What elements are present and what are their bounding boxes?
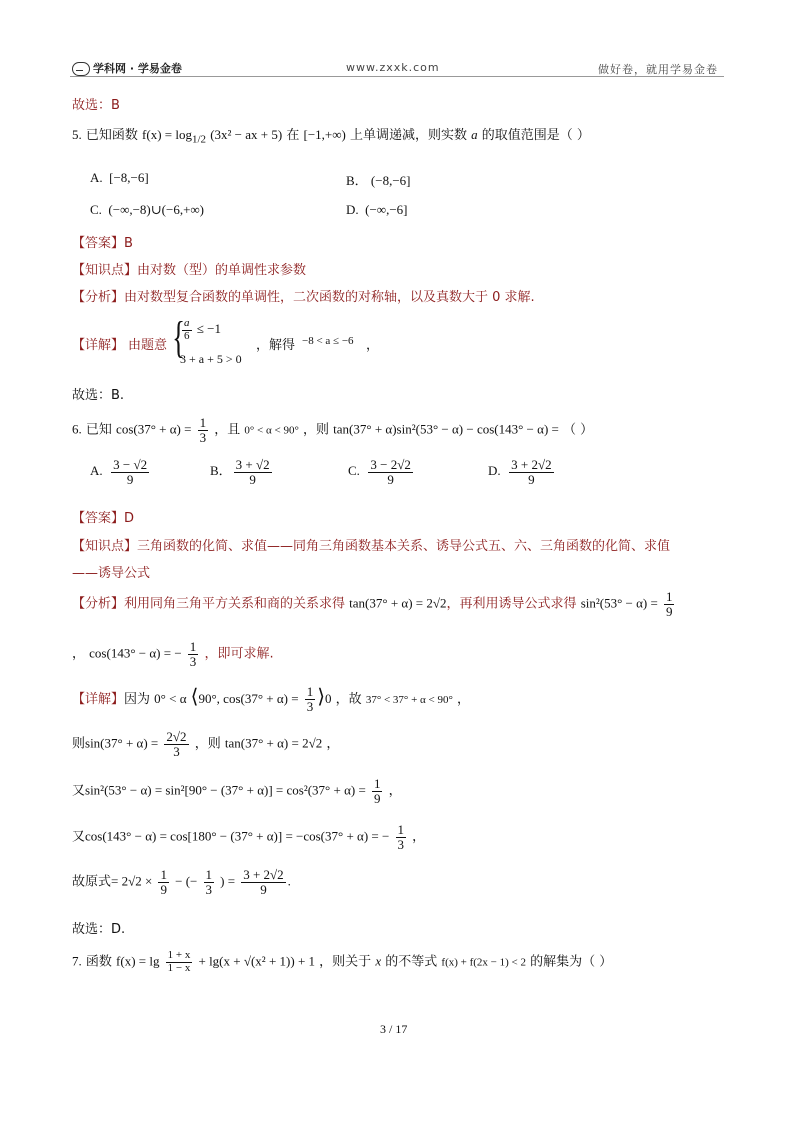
q6-option-b — [210, 458, 274, 486]
q6-option-b-numerator: 3 + √2 — [235, 457, 270, 472]
q6-option-b-denominator: 9 — [249, 471, 256, 487]
q6-step-2 — [72, 777, 402, 805]
q6-analysis2-cos: cos(143° − α) = − — [89, 645, 182, 661]
q6-option-a-label: A. — [90, 463, 103, 479]
prev-answer-line: 故选：B — [72, 98, 120, 113]
q6-step2-expr: sin²(53° − α) = sin²[90° − (37° + α)] = cos²(37° + α) = — [85, 782, 366, 798]
q6-detail-tag: 【详解】 — [72, 692, 125, 707]
brand-logo — [72, 60, 182, 76]
q5-detail-end: ， — [366, 338, 380, 353]
q6-detail-c: 0 — [325, 691, 332, 706]
q5-kp-tag: 【知识点】 — [72, 263, 138, 278]
q5-detail-post: ，解得 — [256, 338, 296, 353]
q7-denominator: 1 − x — [167, 961, 191, 974]
q5-text-mid: 在 — [286, 128, 300, 143]
q5-brace: { — [172, 313, 185, 362]
q6-analysis2-end: ，即可求解. — [204, 646, 274, 662]
header-divider — [70, 76, 724, 77]
q6-step4-pre: 故原式 — [72, 874, 112, 890]
q6-text-end: （ ） — [563, 422, 594, 438]
q5-argument: (3x² − ax + 5) — [210, 127, 283, 142]
q6-analysis-pre: 利用同角三角平方关系和商的关系求得 — [124, 596, 346, 612]
q6-analysis — [72, 590, 676, 618]
q5-option-a-label: A. — [90, 170, 103, 185]
q6-analysis2-numerator: 1 — [189, 639, 197, 654]
q7-text: 函数 — [85, 954, 112, 970]
q7-numerator: 1 + x — [167, 949, 191, 961]
q5-option-b-value: (−8,−6] — [370, 173, 411, 188]
q6-range: 0° < α < 90° — [244, 424, 299, 437]
question-5 — [72, 124, 590, 146]
q5-detail-tag: 【详解】 — [72, 338, 125, 353]
q6-step4-numerator-1: 1 — [160, 867, 167, 882]
header-slogan: 做好卷，就用学易金卷 — [598, 63, 718, 76]
q6-option-c-label: C. — [348, 463, 360, 479]
q5-text-end: 的取值范围是（ ） — [481, 128, 590, 143]
q5-detail-result: −8 < a ≤ −6 — [302, 335, 354, 347]
q6-option-a-denominator: 9 — [126, 471, 134, 487]
q6-number: 6. — [72, 421, 82, 437]
q7-inequality: f(x) + f(2x − 1) < 2 — [441, 956, 526, 969]
q6-detail-end: ， — [457, 692, 471, 707]
q5-option-c-label: C. — [90, 202, 102, 217]
q7-text-mid2: 的不等式 — [385, 954, 438, 970]
q6-step1-tan: tan(37° + α) = 2√2 — [224, 735, 323, 751]
q6-text-mid: ，且 — [214, 422, 241, 438]
q6-step4-equals: ) = — [220, 873, 236, 889]
q6-knowledge-point — [72, 535, 670, 554]
q5-sys1-denominator: 6 — [184, 329, 190, 342]
q6-kp-text-2: ——诱导公式 — [72, 566, 151, 581]
q6-step3-expr: cos(143° − α) = cos[180° − (37° + α)] = −cos(37° + α) = − — [85, 828, 390, 844]
q6-option-a-numerator: 3 − √2 — [113, 457, 148, 472]
question-6 — [72, 416, 593, 444]
q6-detail-numerator: 1 — [306, 684, 314, 700]
q5-number: 5. — [72, 127, 82, 142]
q5-detail-pre: 由题意 — [128, 338, 168, 353]
q6-option-c-numerator: 3 − 2√2 — [370, 457, 411, 472]
q6-step2-pre: 又 — [72, 783, 86, 799]
q5-function: f(x) = log — [142, 127, 192, 142]
q6-step3-end: ， — [412, 829, 426, 845]
q5-answer: 【答案】B — [72, 236, 133, 251]
q7-function: f(x) = lg — [116, 953, 160, 969]
site-url: www.zxxk.com — [346, 61, 440, 74]
q6-detail-a: 0° < α — [154, 691, 187, 706]
q6-step4-numerator-3: 3 + 2√2 — [243, 867, 284, 882]
q6-detail-denominator: 3 — [306, 699, 314, 714]
q6-analysis-tan: tan(37° + α) = 2√2 — [349, 595, 447, 611]
q6-step1-pre: 则 — [72, 736, 86, 752]
q5-sys1-relation: ≤ −1 — [196, 321, 221, 337]
q5-analysis — [72, 286, 535, 305]
q5-system-row-2: 3 + a + 5 > 0 — [180, 352, 242, 366]
page-number: 3 / 17 — [380, 1022, 408, 1036]
q6-detail-mid: ，故 — [335, 692, 362, 707]
question-7 — [72, 950, 612, 974]
q6-option-d-denominator: 9 — [528, 471, 535, 487]
q5-option-b-label: B． — [346, 173, 368, 188]
q7-number: 7. — [72, 953, 82, 969]
q6-step-1 — [72, 730, 339, 758]
q6-step1-end: ， — [326, 736, 340, 752]
q6-option-a — [90, 458, 151, 486]
q7-function-rest: + lg(x + √(x² + 1)) + 1 — [198, 953, 316, 969]
q7-text-end: 的解集为（ ） — [530, 954, 613, 970]
q5-option-d — [346, 202, 407, 218]
q5-log-base: 1/2 — [191, 133, 207, 146]
q5-option-c — [90, 202, 204, 218]
q6-step4-denominator-2: 3 — [205, 881, 212, 897]
q6-step4-denominator-3: 9 — [260, 881, 267, 897]
q6-analysis-line-2 — [72, 640, 274, 668]
q5-analysis-tag: 【分析】 — [72, 290, 125, 305]
q5-text: 已知函数 — [85, 128, 138, 143]
q6-option-d-numerator: 3 + 2√2 — [511, 457, 552, 472]
q6-analysis-sin-denominator: 9 — [665, 603, 673, 619]
q6-analysis2-pre: ， — [72, 646, 86, 662]
q6-text: 已知 — [85, 422, 112, 438]
q6-text-mid2: ，则 — [303, 422, 330, 438]
q5-option-d-value: (−∞,−6] — [365, 202, 408, 217]
q6-kp-text-1: 三角函数的化简、求值——同角三角函数基本关系、诱导公式五、六、三角函数的化简、求值 — [137, 539, 671, 554]
q6-step3-pre: 又 — [72, 829, 86, 845]
q6-step1-expr: sin(37° + α) = — [85, 735, 159, 751]
q6-choose: 故选：D. — [72, 922, 126, 937]
q6-option-c — [348, 458, 415, 486]
q6-cos-denominator: 3 — [199, 429, 207, 445]
q6-step2-denominator: 9 — [373, 790, 381, 806]
q6-detail-b: 90°, cos(37° + α) = — [198, 691, 299, 706]
q6-step2-end: ， — [388, 783, 402, 799]
q6-step4-numerator-2: 1 — [205, 867, 212, 882]
q6-expression: tan(37° + α)sin²(53° − α) − cos(143° − α) = — [333, 421, 559, 437]
q6-step4-mid: − (− — [175, 873, 198, 889]
q5-option-d-label: D. — [346, 202, 359, 217]
q6-option-d-label: D. — [488, 463, 501, 479]
q6-analysis-sin-numerator: 1 — [665, 589, 673, 604]
q6-step1-numerator: 2√2 — [166, 729, 187, 744]
q5-text-post: 上单调递减，则实数 — [349, 128, 467, 143]
q6-step4-end: . — [287, 873, 291, 889]
q6-analysis-tag: 【分析】 — [72, 596, 125, 612]
q6-detail-pre: 因为 — [124, 692, 151, 707]
q6-detail-angle-open: ⟨ — [190, 686, 199, 708]
q6-step1-denominator: 3 — [173, 743, 180, 759]
q6-cos-expr: cos(37° + α) = — [116, 421, 192, 437]
q6-detail-result: 37° < 37° + α < 90° — [365, 694, 453, 706]
q6-step4-expr: = 2√2 × — [111, 873, 153, 889]
q5-choose: 故选：B. — [72, 388, 125, 403]
q5-sys1-numerator: a — [184, 317, 190, 329]
q5-variable: a — [471, 127, 478, 142]
q5-analysis-text: 由对数型复合函数的单调性，二次函数的对称轴，以及真数大于 0 求解. — [124, 290, 535, 305]
q6-step-3 — [72, 823, 425, 851]
q6-step4-denominator-1: 9 — [160, 881, 167, 897]
brand-text: 学科网 · 学易金卷 — [93, 62, 182, 75]
q6-analysis2-denominator: 3 — [189, 653, 197, 669]
q6-step2-numerator: 1 — [373, 776, 381, 791]
q6-option-c-denominator: 9 — [387, 471, 394, 487]
q6-option-d — [488, 458, 556, 486]
q7-text-mid: ，则关于 — [319, 954, 372, 970]
q6-step3-numerator: 1 — [397, 822, 404, 837]
q5-option-a — [90, 170, 149, 186]
q5-option-b — [346, 170, 411, 189]
q6-analysis-sin: sin²(53° − α) = — [580, 595, 658, 611]
q5-knowledge-point — [72, 259, 306, 278]
q6-detail-angle-close: ⟩ — [317, 686, 326, 708]
q5-interval: [−1,+∞) — [303, 127, 346, 142]
q6-kp-tag: 【知识点】 — [72, 539, 138, 554]
q5-option-c-value: (−∞,−8)∪(−6,+∞) — [108, 202, 204, 217]
q5-system-row-1 — [180, 318, 221, 342]
logo-icon — [72, 62, 90, 76]
q6-step1-mid: ，则 — [194, 736, 221, 752]
q6-answer: 【答案】D — [72, 511, 135, 526]
q6-cos-numerator: 1 — [199, 415, 207, 430]
q6-analysis-mid: ，再利用诱导公式求得 — [446, 596, 577, 612]
q6-step-4 — [72, 868, 291, 896]
q5-kp-text: 由对数（型）的单调性求参数 — [137, 263, 307, 278]
q7-variable: x — [375, 953, 382, 969]
q6-option-b-label: B． — [210, 463, 232, 479]
q6-step3-denominator: 3 — [397, 836, 404, 852]
q6-detail — [72, 684, 470, 714]
q5-option-a-value: [−8,−6] — [109, 170, 149, 185]
